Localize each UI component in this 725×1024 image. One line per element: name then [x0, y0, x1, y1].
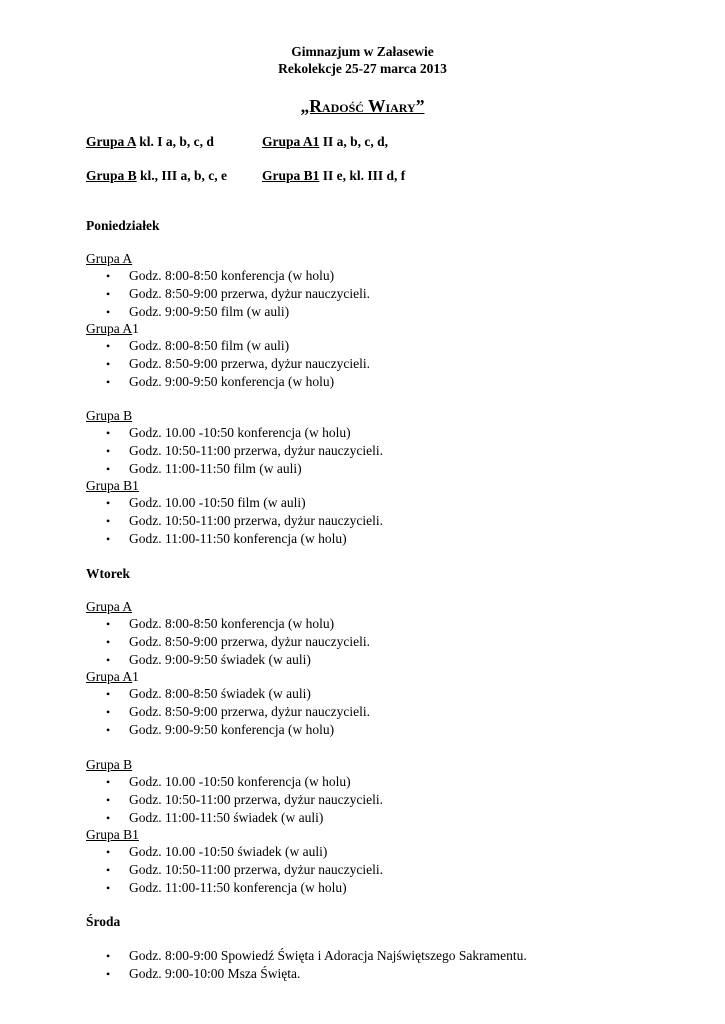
bullet-icon: • — [106, 687, 111, 701]
event-dates: Rekolekcje 25-27 marca 2013 — [278, 61, 447, 76]
bullet-icon: • — [106, 863, 111, 877]
document-page: Gimnazjum w Załasewie Rekolekcje 25-27 marca 2013 „Radość Wiary” Grupa A kl. I a, b, c, d Grupa A1 II a, b, c, d, Grupa B kl., III a, b, c, e Grupa B1 II e, kl. III d, f Poniedziałek Grupa A • Godz. 8:00-8:50 konferencja (w holu) • Godz. 8:50-9:00 przerwa, dyżur nauczycieli. • Godz. 9:00-9:50 film (w auli) Grupa A1 • Godz. 8:00-8:50 film (w auli) • Godz. 8:50-9:00 przerwa, dyżur nauczycieli. • Godz. 9:00-9:50 konferencja (w holu) Grupa B • Godz. 10.00 -10:50 konferencja (w holu) • Godz. 10:50-11:00 przerwa, dyżur nauczycieli. • Godz. 11:00-11:50 film (w auli) Grupa B1 • Godz. 10.00 -10:50 film (w auli) • Godz. 10:50-11:00 przerwa, dyżur nauczycieli. • Godz. 11:00-11:50 konferencja (w holu) Wtorek Grupa A • Godz. 8:00-8:50 konferencja (w holu) • Godz. 8:50-9:00 przerwa, dyżur nauczycieli. • Godz. 9:00-9:50 świadek (w auli) Grupa A1 • Godz. 8:00-8:50 świadek (w auli) • Godz. 8:50-9:00 przerwa, dyżur nauczycieli. • Godz. 9:00-9:50 konferencja (w holu) Grupa B • Godz. 10.00 -10:50 konferencja (w holu) • Godz. 10:50-11:00 przerwa, dyżur nauczycieli. • Godz. 11:00-11:50 świadek (w auli) Grupa B1 • Godz. 10.00 -10:50 świadek (w auli) • Godz. 10:50-11:00 przerwa, dyżur nauczycieli. • Godz. 11:00-11:50 konferencja (w holu) Środa • Godz. 8:00-9:00 Spowiedź Święta i Adoracja Najświętszego Sakramentu. • Godz. 9:00-10:00 Msza Święta. — [0, 0, 725, 1024]
bullet-icon: • — [106, 723, 111, 737]
group-heading: Grupa B1 — [86, 478, 139, 493]
day-heading-tuesday: Wtorek — [86, 566, 130, 581]
bullet-icon: • — [106, 811, 111, 825]
bullet-icon: • — [106, 793, 111, 807]
bullet-icon: • — [106, 444, 111, 458]
bullet-icon: • — [106, 653, 111, 667]
bullet-icon: • — [106, 845, 111, 859]
day-heading-monday: Poniedziałek — [86, 218, 160, 233]
bullet-icon: • — [106, 514, 111, 528]
group-b1-classes: II e, kl. III d, f — [319, 168, 406, 183]
bullet-icon: • — [106, 269, 111, 283]
group-b-label: Grupa B — [86, 168, 137, 183]
bullet-icon: • — [106, 617, 111, 631]
bullet-icon: • — [106, 635, 111, 649]
group-b-definition — [86, 167, 227, 184]
bullet-icon: • — [106, 775, 111, 789]
group-heading: Grupa A1 — [86, 669, 139, 684]
group-heading: Grupa B — [86, 408, 133, 423]
bullet-icon: • — [106, 426, 111, 440]
group-heading: Grupa B1 — [86, 827, 139, 842]
bullet-icon: • — [106, 462, 111, 476]
group-a1-definition — [262, 133, 388, 150]
group-a-classes: kl. I a, b, c, d — [135, 134, 214, 149]
day-heading-wednesday: Środa — [86, 914, 121, 929]
group-heading: Grupa A — [86, 251, 133, 266]
bullet-icon: • — [106, 881, 111, 895]
bullet-icon: • — [106, 375, 111, 389]
group-b-classes: kl., III a, b, c, e — [136, 168, 228, 183]
group-a1-label: Grupa A1 — [262, 134, 320, 149]
school-name: Gimnazjum w Załasewie — [291, 44, 434, 59]
group-a-label: Grupa A — [86, 134, 136, 149]
group-b1-definition — [262, 167, 405, 184]
bullet-icon: • — [106, 305, 111, 319]
bullet-icon: • — [106, 705, 111, 719]
document-title: „Radość Wiary” — [300, 96, 425, 116]
bullet-icon: • — [106, 287, 111, 301]
group-b1-label: Grupa B1 — [262, 168, 320, 183]
bullet-icon: • — [106, 339, 111, 353]
bullet-icon: • — [106, 967, 111, 981]
group-heading: Grupa A — [86, 599, 133, 614]
bullet-icon: • — [106, 357, 111, 371]
group-heading: Grupa A1 — [86, 321, 139, 336]
group-a-definition — [86, 133, 214, 150]
bullet-icon: • — [106, 532, 111, 546]
group-heading: Grupa B — [86, 757, 133, 772]
bullet-icon: • — [106, 496, 111, 510]
group-a1-classes: II a, b, c, d, — [319, 134, 389, 149]
bullet-icon: • — [106, 949, 111, 963]
